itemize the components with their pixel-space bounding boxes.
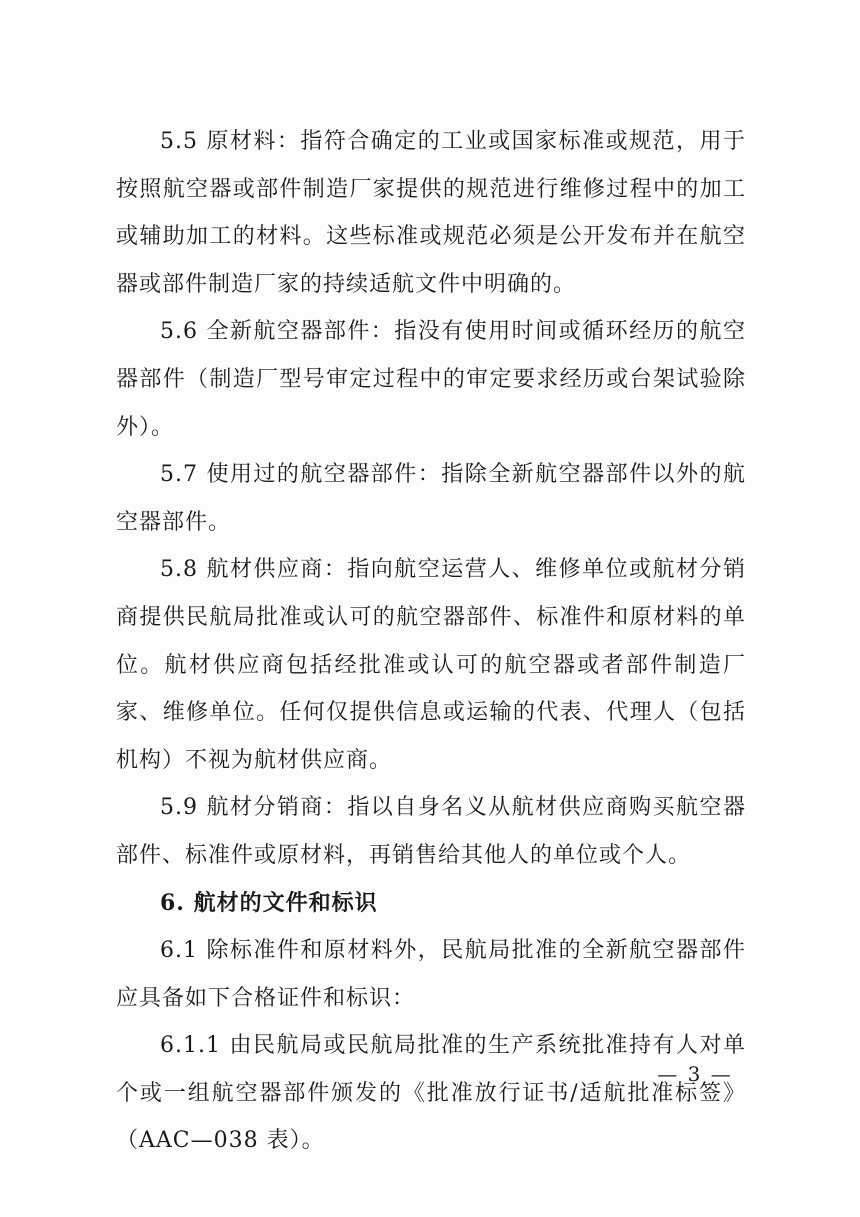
paragraph-5-5: 5.5 原材料：指符合确定的工业或国家标准或规范，用于按照航空器或部件制造厂家提供的规范进行维修过程中的加工或辅助加工的材料。这些标准或规范必须是公开发布并在航空器或部件制造厂家的持续适航文件中明确的。: [116, 129, 746, 297]
document-body: [116, 118, 746, 1165]
paragraph-5-6: 5.6 全新航空器部件：指没有使用时间或循环经历的航空器部件（制造厂型号审定过程中的审定要求经历或台架试验除外）。: [116, 319, 746, 440]
paragraph-6-1: 6.1 除标准件和原材料外，民航局批准的全新航空器部件应具备如下合格证件和标识：: [116, 938, 746, 1011]
paragraph-5-9: 5.9 航材分销商：指以自身名义从航材供应商购买航空器部件、标准件或原材料，再销售给其他人的单位或个人。: [116, 795, 746, 868]
page-number: — 3 —: [657, 1062, 733, 1086]
paragraph-5-7: 5.7 使用过的航空器部件：指除全新航空器部件以外的航空器部件。: [116, 462, 746, 535]
section-heading-6: 6. 航材的文件和标识: [160, 889, 378, 916]
paragraph-5-8: 5.8 航材供应商：指向航空运营人、维修单位或航材分销商提供民航局批准或认可的航空器部件、标准件和原材料的单位。航材供应商包括经批准或认可的航空器或者部件制造厂家、维修单位。任何仅提供信息或运输的代表、代理人（包括机构）不视为航材供应商。: [116, 557, 746, 773]
paragraph-6-1-1: 6.1.1 由民航局或民航局批准的生产系统批准持有人对单个或一组航空器部件颁发的《批准放行证书/适航批准标签》（AAC—038 表）。: [116, 1033, 746, 1154]
